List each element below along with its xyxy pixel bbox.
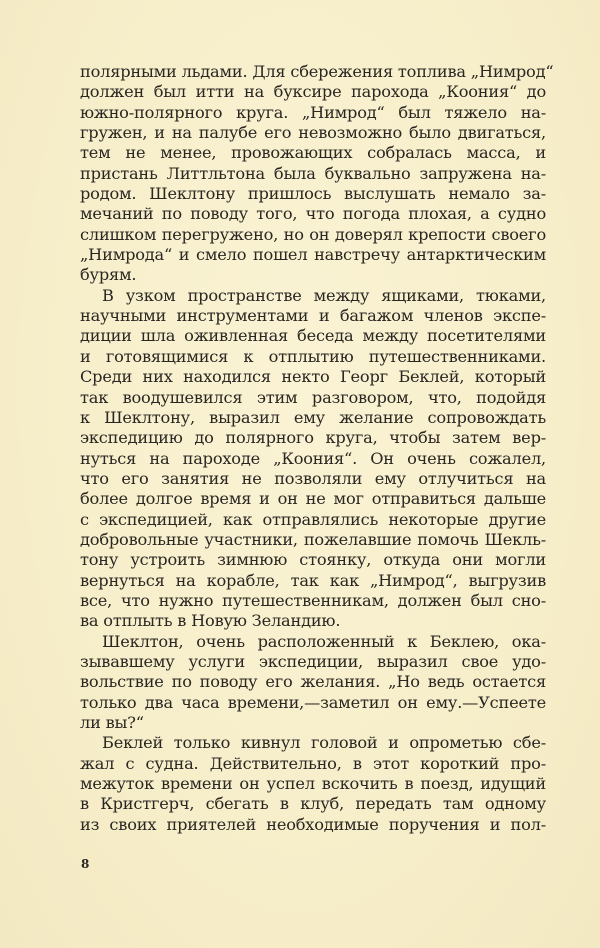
paragraph-1 bbox=[80, 62, 554, 286]
text-line: тону устроить зимнюю стоянку, откуда они могли bbox=[80, 550, 546, 570]
text-line: слишком перегружено, но он доверял крепости своего bbox=[80, 224, 546, 244]
text-line: ва отплыть в Новую Зеландию. bbox=[80, 611, 341, 631]
text-line: в Кристгерч, сбегать в клуб, передать там одному bbox=[80, 794, 546, 814]
text-line: к Шеклтону, выразил ему желание сопровождать bbox=[80, 407, 546, 427]
text-line: мечаний по поводу того, что погода плохая, а судно bbox=[80, 204, 546, 224]
text-line: ли вы?“ bbox=[80, 713, 144, 732]
text-line: Среди них находился некто Георг Беклей, который bbox=[80, 367, 546, 387]
text-line: родом. Шеклтону пришлось выслушать немало за- bbox=[80, 184, 546, 204]
text-line: экспедицию до полярного круга, чтобы затем вер- bbox=[80, 428, 546, 448]
text-line: с экспедицией, как отправлялись некоторые другие bbox=[80, 509, 546, 529]
text-line: жал с судна. Действительно, в этот короткий про- bbox=[80, 753, 546, 773]
text-line: вольствие по поводу его желания. „Но ведь остается bbox=[80, 672, 546, 692]
paragraph-4 bbox=[80, 733, 546, 835]
paragraph-2 bbox=[80, 286, 546, 632]
text-line: что его занятия не позволяли ему отлучиться на bbox=[80, 468, 546, 488]
text-line: гружен, и на палубе его невозможно было двигаться, bbox=[80, 123, 546, 143]
text-line: межуток времени он успел вскочить в поезд, идущий bbox=[80, 774, 546, 794]
text-line: южно-полярного круга. „Нимрод“ был тяжело на- bbox=[80, 102, 546, 122]
text-line: диции шла оживленная беседа между посетителями bbox=[80, 326, 546, 346]
text-line: Шеклтон, очень расположенный к Беклею, ока- bbox=[102, 631, 546, 651]
text-line: полярными льдами. Для сбережения топлива „Нимрод“ bbox=[80, 62, 554, 81]
text-line: так воодушевился этим разговором, что, подойдя bbox=[80, 387, 546, 407]
text-line: нуться на пароходе „Коония“. Он очень сожалел, bbox=[80, 448, 546, 468]
text-line: должен был итти на буксире парохода „Коония“ до bbox=[80, 82, 546, 102]
text-line: бурям. bbox=[80, 265, 137, 285]
text-line: В узком пространстве между ящиками, тюками, bbox=[102, 285, 546, 305]
text-line: и готовящимися к отплытию путешественниками. bbox=[80, 346, 546, 366]
text-line: более долгое время и он не мог отправиться дальше bbox=[80, 489, 546, 509]
page-body-text bbox=[80, 62, 554, 835]
text-line: „Нимрода“ и смело пошел навстречу антарктическим bbox=[80, 245, 546, 265]
text-line: добровольные участники, пожелавшие помочь Шекль- bbox=[80, 529, 546, 549]
text-line: научными инструментами и багажом членов экспе- bbox=[80, 306, 546, 326]
text-line: только два часа времени,—заметил он ему.—Успеете bbox=[80, 692, 546, 712]
text-line: вернуться на корабле, так как „Нимрод“, выгрузив bbox=[80, 570, 546, 590]
page-number: 8 bbox=[81, 857, 90, 871]
text-line: тем не менее, провожающих собралась масса, и bbox=[80, 143, 546, 163]
text-line: пристань Литтльтона была буквально запружена на- bbox=[80, 163, 546, 183]
text-line: Беклей только кивнул головой и опрометью сбе- bbox=[102, 733, 546, 753]
text-line: зывавшему услуги экспедиции, выразил свое удо- bbox=[80, 651, 546, 671]
paragraph-3 bbox=[80, 632, 546, 734]
text-line: из своих приятелей необходимые поручения и пол- bbox=[80, 814, 546, 834]
text-line: все, что нужно путешественникам, должен был сно- bbox=[80, 590, 546, 610]
